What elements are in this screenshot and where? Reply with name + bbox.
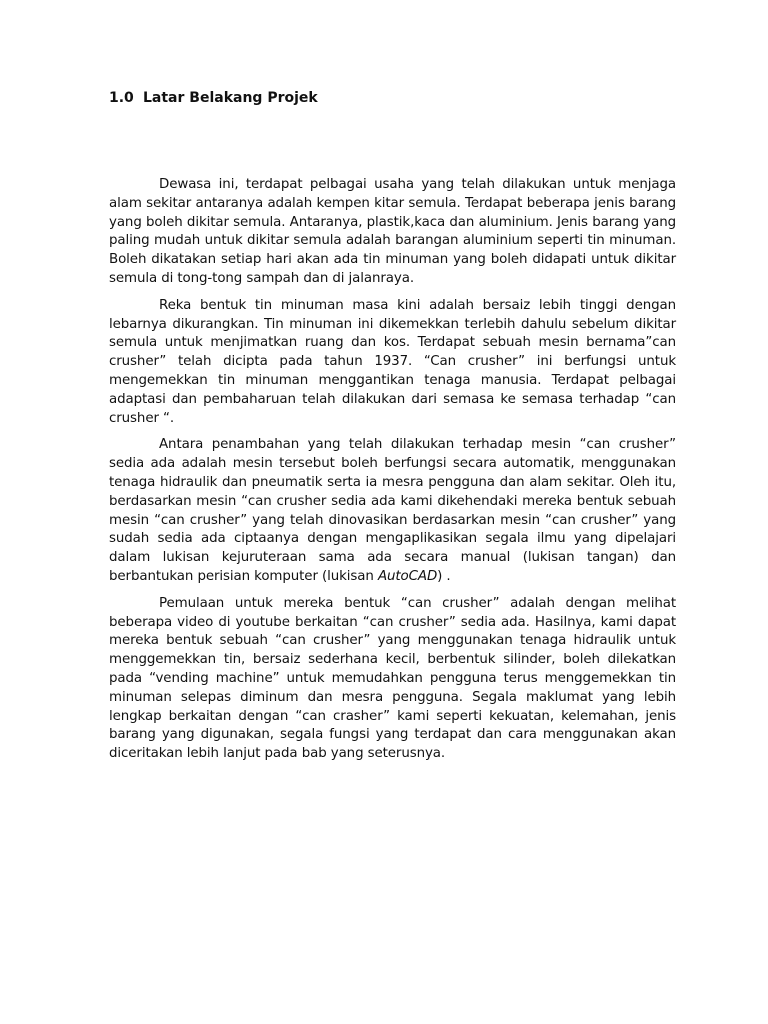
section-number: 1.0 (109, 90, 134, 106)
paragraph-2: Reka bentuk tin minuman masa kini adalah bersaiz lebih tinggi dengan lebarnya dikurangkan. Tin minuman ini dikemekkan terlebih dahulu sebelum dikitar semula untuk menjimatkan ruang dan kos. Terdapat sebuah mesin bernama”can crusher” telah dicipta pada tahun 1937. “Can crusher” ini berfungsi untuk mengemekkan tin minuman menggantikan tenaga manusia. Terdapat pelbagai adaptasi dan pembaharuan telah dilakukan dari semasa ke semasa terhadap “can crusher “. (109, 297, 676, 426)
paragraph-3 (109, 436, 676, 586)
body-text (109, 176, 676, 764)
paragraph-1: Dewasa ini, terdapat pelbagai usaha yang telah dilakukan untuk menjaga alam sekitar antaranya adalah kempen kitar semula. Terdapat beberapa jenis barang yang boleh dikitar semula. Antaranya, plastik,kaca dan aluminium. Jenis barang yang paling mudah untuk dikitar semula adalah barangan aluminium seperti tin minuman. Boleh dikatakan setiap hari akan ada tin minuman yang boleh didapati untuk dikitar semula di tong-tong sampah dan di jalanraya. (109, 177, 676, 286)
paragraph-3-italic: AutoCAD (377, 568, 438, 584)
section-heading (109, 88, 318, 108)
paragraph-3-end: ) . (437, 568, 451, 584)
paragraph-4: Pemulaan untuk mereka bentuk “can crusher” adalah dengan melihat beberapa video di youtube berkaitan “can crusher” sedia ada. Hasilnya, kami dapat mereka bentuk sebuah “can crusher” yang menggunakan tenaga hidraulik untuk menggemekkan tin, bersaiz sederhana kecil, berbentuk silinder, boleh dilekatkan pada “vending machine” untuk memudahkan pengguna terus menggemekkan tin minuman selepas diminum dan mesra pengguna. Segala maklumat yang lebih lengkap berkaitan dengan “can crasher” kami seperti kekuatan, kelemahan, jenis barang yang digunakan, segala fungsi yang terdapat dan cara menggunakan akan diceritakan lebih lanjut pada bab yang seterusnya. (109, 595, 676, 762)
section-title: Latar Belakang Projek (143, 90, 318, 106)
paragraph-3-text: Antara penambahan yang telah dilakukan terhadap mesin “can crusher” sedia ada adalah mesin tersebut boleh berfungsi secara automatik, menggunakan tenaga hidraulik dan pneumatik serta ia mesra pengguna dan alam sekitar. Oleh itu, berdasarkan mesin “can crusher sedia ada kami dikehendaki mereka bentuk sebuah mesin “can crusher” yang telah dinovasikan berdasarkan mesin “can crusher” yang sudah sedia ada ciptaanya dengan mengaplikasikan segala ilmu yang dipelajari dalam lukisan kejuruteraan sama ada secara manual (lukisan tangan) dan berbantukan perisian komputer (lukisan (109, 437, 676, 584)
